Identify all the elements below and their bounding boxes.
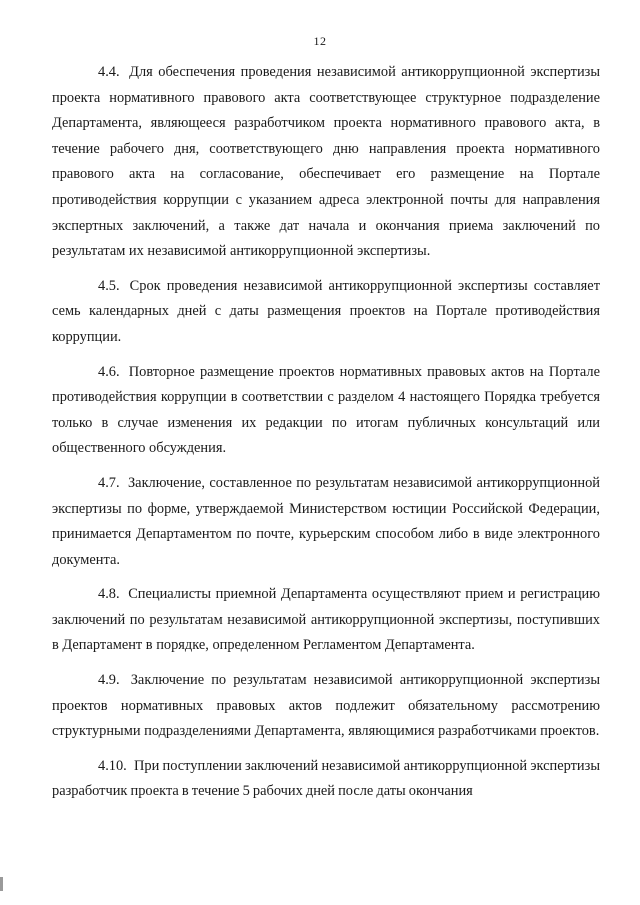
clause-text: Специалисты приемной Департамента осуществляют прием и регистрацию заключений по результатам независимой антикоррупционной экспертизы, поступивших в Департамент в порядке, определенном Регламентом Департамента. [52,586,600,654]
paragraph-4-7 [52,471,600,573]
clause-text: Срок проведения независимой антикоррупционной экспертизы составляет семь календарных дней с даты размещения проектов на Портале противодействия коррупции. [52,277,600,345]
clause-number: 4.10. [98,757,127,774]
clause-number: 4.8. [98,586,120,603]
clause-text: Заключение, составленное по результатам независимой антикоррупционной экспертизы по форме, утверждаемой Министерством юстиции Российской Федерации, принимается Департаментом по почте, курьерским способом либо в виде электронного документа. [52,474,600,568]
page-number: 12 [313,34,327,48]
clause-number: 4.6. [98,363,120,380]
paragraph-4-9 [52,668,600,745]
clause-text: При поступлении заключений независимой антикоррупционной экспертизы разработчик проекта в течение 5 рабочих дней после даты окончания [52,757,600,800]
clause-number: 4.5. [98,277,120,294]
clause-number: 4.4. [98,64,120,80]
scan-edge-mark [0,877,3,891]
paragraph-4-5 [52,274,600,351]
clause-text: Повторное размещение проектов нормативных правовых актов на Портале противодействия коррупции в соответствии с разделом 4 настоящего Порядка требуется только в случае изменения их редакции по итогам публичных консультаций или общественного обсуждения. [52,363,600,457]
document-body [52,60,600,814]
clause-number: 4.7. [98,474,120,491]
clause-text: Заключение по результатам независимой антикоррупционной экспертизы проектов нормативных правовых актов подлежит обязательному рассмотрению структурными подразделениями Департамента, являющимися разработчиками проектов. [52,672,600,740]
paragraph-4-10 [52,754,600,805]
paragraph-4-4 [52,60,600,265]
paragraph-4-8 [52,582,600,659]
clause-text: Для обеспечения проведения независимой антикоррупционной экспертизы проекта нормативного правового акта соответствующее структурное подразделение Департамента, являющееся разработчиком проекта нормативного правового акта, в течение рабочего дня, соответствующего дню направления проекта нормативного правового акта на согласование, обеспечивает его размещение на Портале противодействия коррупции с указанием адреса электронной почты для направления экспертных заключений, а также дат начала и окончания приема заключений по результатам их независимой антикоррупционной экспертизы. [52,64,600,260]
clause-number: 4.9. [98,672,120,689]
paragraph-4-6 [52,360,600,462]
